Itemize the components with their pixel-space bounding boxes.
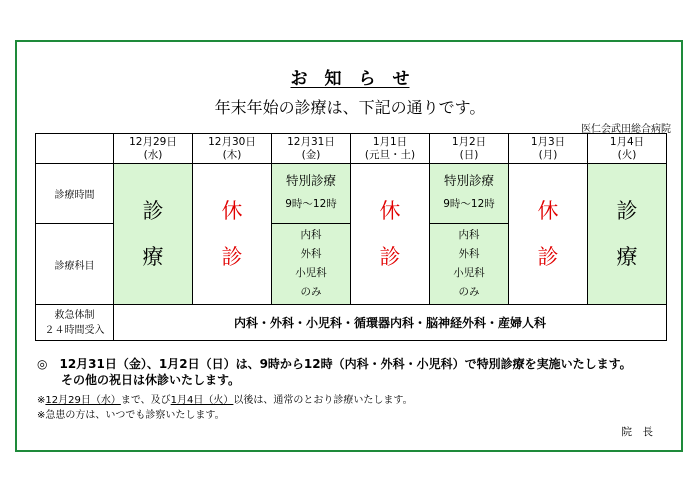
- emergency-departments: 内科・外科・小児科・循環器内科・脳神経外科・産婦人科: [114, 305, 667, 341]
- closed-cell: 休 診: [193, 164, 272, 305]
- emergency-note: ※急患の方は、いつでも診察いたします。: [37, 410, 225, 421]
- signature: 院 長: [621, 426, 653, 438]
- row-label-emergency: 救急体制 ２４時間受入: [36, 305, 114, 341]
- day-header: 12月30日 (木): [193, 134, 272, 164]
- special-hours-cell: 特別診療 9時～12時: [272, 164, 351, 224]
- open-cell: 診 療: [588, 164, 667, 305]
- special-departments-cell: 内科 外科 小児科 のみ: [430, 224, 509, 305]
- day-header: 1月4日 (火): [588, 134, 667, 164]
- closed-cell: 休 診: [509, 164, 588, 305]
- day-header: 12月31日 (金): [272, 134, 351, 164]
- notice-subtitle: 年末年始の診療は、下記の通りです。: [214, 98, 486, 117]
- open-cell: 診 療: [114, 164, 193, 305]
- day-header: 1月2日 (日): [430, 134, 509, 164]
- day-header: 12月29日 (水): [114, 134, 193, 164]
- schedule-table: [35, 133, 667, 341]
- day-header: 1月1日 (元旦・土): [351, 134, 430, 164]
- notice-title: お 知 ら せ: [290, 69, 410, 89]
- special-departments-cell: 内科 外科 小児科 のみ: [272, 224, 351, 305]
- row-label-departments: 診療科目: [36, 224, 114, 305]
- special-notice: ◎ 12月31日（金）、1月2日（日）は、9時から12時（内科・外科・小児科）で特別診療を実施いたします。 その他の祝日は休診いたします。: [37, 357, 632, 387]
- hospital-name: 医仁会武田総合病院: [581, 124, 671, 135]
- day-header: 1月3日 (月): [509, 134, 588, 164]
- hours-row: [36, 164, 667, 224]
- corner-cell: [36, 134, 114, 164]
- header-row: [36, 134, 667, 164]
- row-label-hours: 診療時間: [36, 164, 114, 224]
- regular-hours-note: ※12月29日（水）まで、及び1月4日（火）以後は、通常のとおり診療いたします。: [37, 395, 413, 406]
- closed-cell: 休 診: [351, 164, 430, 305]
- special-hours-cell: 特別診療 9時～12時: [430, 164, 509, 224]
- emergency-row: [36, 305, 667, 341]
